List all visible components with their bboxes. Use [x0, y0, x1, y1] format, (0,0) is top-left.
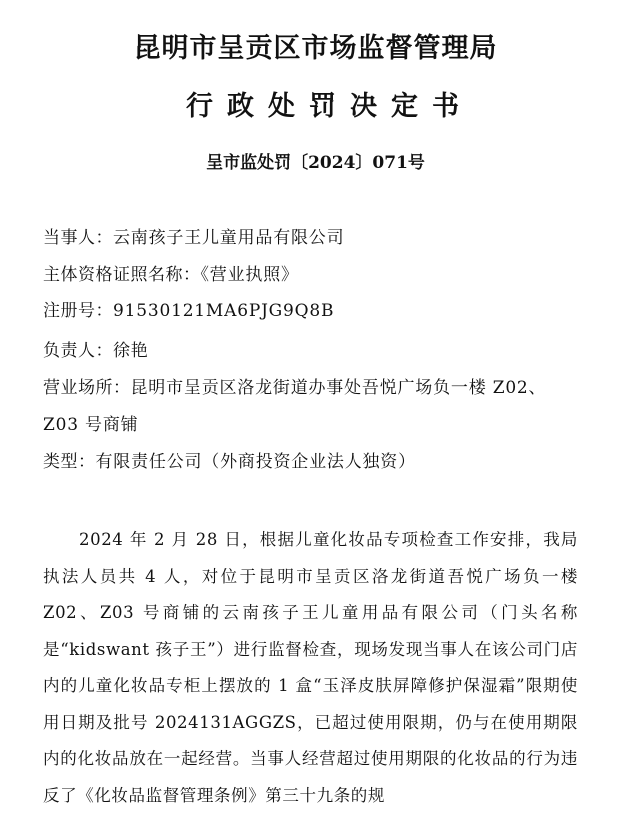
qualification-label: 主体资格证照名称： [43, 265, 201, 285]
party-name-value: 云南孩子王儿童用品有限公司 [113, 228, 345, 248]
party-name-row [43, 227, 603, 249]
company-type-value: 有限责任公司（外商投资企业法人独资） [95, 452, 416, 472]
case-facts-paragraph: 2024 年 2 月 28 日，根据儿童化妆品专项检查工作安排，我局执法人员共 4 人，对位于昆明市呈贡区洛龙街道吾悦广场负一楼 Z02、Z03 号商铺的云南孩子王儿童用品有限公司（门头名称是“kidswant 孩子王”）进行监督检查，现场发现当事人在该公司门店内的儿童化妆品专柜上摆放的 1 盒“玉泽皮肤屏障修护保湿霜”限期使用日期及批号 2024131AGGZS，已超过使用限期，仍与在使用期限内的化妆品放在一起经营。当事人经营超过使用期限的化妆品的行为违反了《化妆品监督管理条例》第三十九条的规 [43, 530, 578, 805]
registration-row [43, 300, 603, 322]
agency-title: 昆明市呈贡区市场监督管理局 [133, 33, 498, 64]
party-name-label: 当事人： [43, 228, 113, 248]
premises-value-line1: 昆明市呈贡区洛龙街道办事处吾悦广场负一楼 Z02、 [130, 378, 547, 398]
qualification-row [43, 264, 603, 286]
document-number: 呈市监处罚〔2024〕071号 [206, 153, 425, 173]
registration-value: 91530121MA6PJG9Q8B [113, 301, 335, 321]
registration-label: 注册号： [43, 301, 113, 321]
responsible-person-value: 徐艳 [113, 341, 149, 361]
responsible-person-label: 负责人： [43, 341, 113, 361]
premises-value-line2: Z03 号商铺 [43, 415, 139, 435]
premises-label: 营业场所： [43, 378, 131, 398]
company-type-label: 类型： [43, 452, 96, 472]
qualification-value: 《营业执照》 [200, 265, 299, 285]
premises-row-continued [43, 414, 603, 436]
premises-row [43, 377, 603, 399]
responsible-person-row [43, 340, 603, 362]
document-type-title: 行政处罚决定书 [186, 91, 473, 122]
company-type-row [43, 451, 603, 473]
